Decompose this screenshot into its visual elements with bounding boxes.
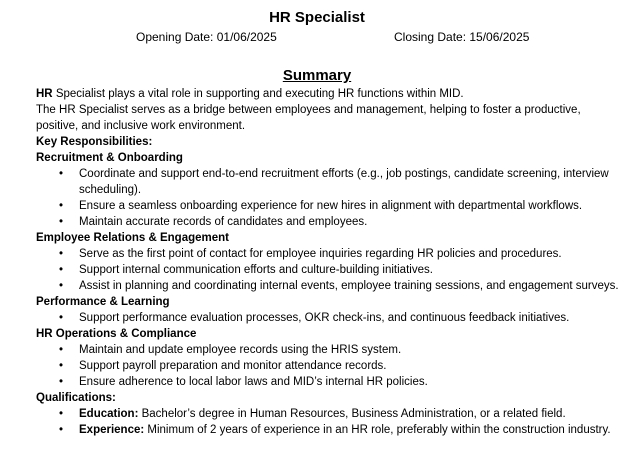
list-item: • Serve as the first point of contact for employee inquiries regarding HR policies and procedures. [36,246,626,262]
recruitment-list [36,166,626,230]
section-title-recruitment: Recruitment & Onboarding [36,152,183,164]
list-item: • Support performance evaluation processes, OKR check-ins, and continuous feedback initiatives. [36,310,626,326]
section-title-hr-operations: HR Operations & Compliance [36,328,197,340]
qualifications-list [36,406,626,438]
list-item: • Maintain accurate records of candidates and employees. [36,214,626,230]
key-responsibilities-heading: Key Responsibilities: [36,136,153,148]
employee-relations-list [36,246,626,294]
summary-intro-text: Specialist plays a vital role in supporting and executing HR functions within MID. [52,88,464,100]
summary-heading: Summary [282,67,352,84]
performance-list [36,310,626,326]
summary-paragraph: The HR Specialist serves as a bridge between employees and management, helping to foster a productive, positive, and inclusive work environment. [36,104,581,132]
closing-date: Closing Date: 15/06/2025 [394,30,530,44]
qualification-text: Bachelor’s degree in Human Resources, Business Administration, or a related field. [138,408,566,420]
section-title-employee-relations: Employee Relations & Engagement [36,232,229,244]
document-body [36,86,626,438]
document-title: HR Specialist [269,9,365,26]
list-item: • Coordinate and support end-to-end recruitment efforts (e.g., job postings, candidate screening, interview scheduling). [36,166,626,198]
summary-intro [36,86,626,102]
section-title-performance: Performance & Learning [36,296,170,308]
qualification-label: Experience: [79,424,145,436]
list-item: • Assist in planning and coordinating internal events, employee training sessions, and engagement surveys. [36,278,626,294]
hr-operations-list [36,342,626,390]
list-item: • Ensure a seamless onboarding experience for new hires in alignment with departmental workflows. [36,198,626,214]
qualifications-heading: Qualifications: [36,392,116,404]
list-item: • Ensure adherence to local labor laws and MID’s internal HR policies. [36,374,626,390]
list-item [36,406,626,422]
qualification-text: Minimum of 2 years of experience in an HR role, preferably within the construction industry. [144,424,611,436]
list-item: • Support payroll preparation and monitor attendance records. [36,358,626,374]
qualification-label: Education: [79,408,139,420]
opening-date: Opening Date: 01/06/2025 [136,30,277,44]
summary-intro-bold: HR [36,88,53,100]
list-item [36,422,626,438]
list-item: • Support internal communication efforts and culture-building initiatives. [36,262,626,278]
list-item: • Maintain and update employee records using the HRIS system. [36,342,626,358]
